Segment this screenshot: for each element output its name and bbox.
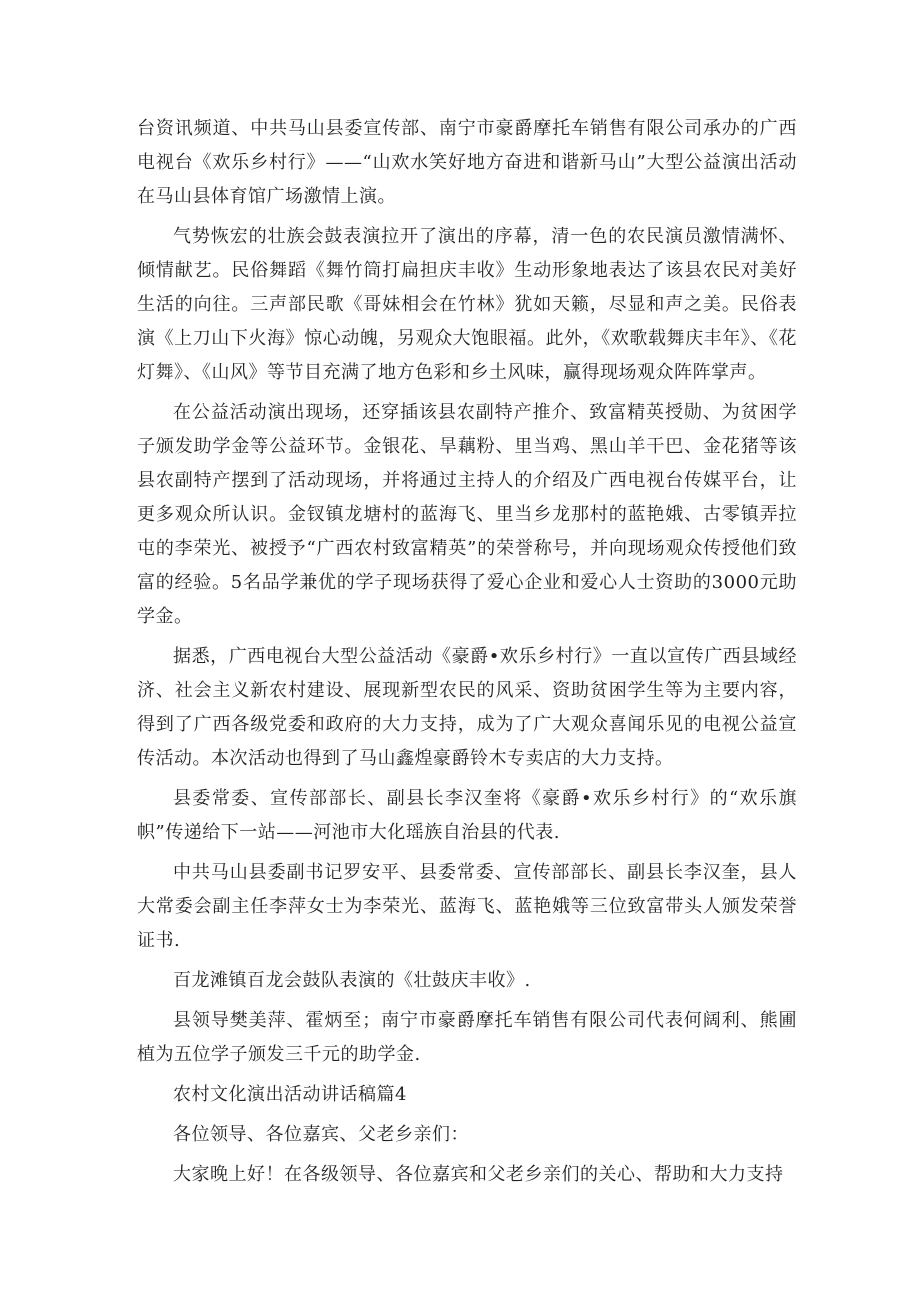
paragraph-drum-show: 百龙滩镇百龙会鼓队表演的《壮鼓庆丰收》. [173,970,531,991]
paragraph-charity: 在公益活动演出现场，还穿插该县农副特产推介、致富精英授勋、为贫困学子颁发助学金等公益环节。金银花、旱藕粉、里当鸡、黑山羊干巴、金花猪等该县农副特产摆到了活动现场，并将通过主持人的介绍及广西电视台传媒平台，让更多观众所认识。金钗镇龙塘村的蓝海飞、里当乡龙那村的蓝艳娥、古零镇弄拉屯的李荣光、被授予“广西农村致富精英”的荣誉称号，并向现场观众传授他们致富的经验。5名品学兼优的学子现场获得了爱心企业和爱心人士资助的3000元助学金。 [137,402,797,627]
paragraph-continuation: 台资讯频道、中共马山县委宣传部、南宁市豪爵摩托车销售有限公司承办的广西电视台《欢乐乡村行》——“山欢水笑好地方奋进和谐新马山”大型公益演出活动在马山县体育馆广场激情上演。 [137,118,797,207]
paragraph-scholarship: 县领导樊美萍、霍炳至；南宁市豪爵摩托车销售有限公司代表何阔利、熊圃植为五位学子颁发三千元的助学金. [137,1010,797,1065]
speech-opening: 大家晚上好！在各级领导、各位嘉宾和父老乡亲们的关心、帮助和大力支持 [173,1164,784,1185]
section-title: 农村文化演出活动讲话稿篇4 [173,1084,407,1105]
speech-greeting: 各位领导、各位嘉宾、父老乡亲们： [173,1124,469,1145]
paragraph-performance: 气势恢宏的壮族会鼓表演拉开了演出的序幕，清一色的农民演员激情满怀、倾情献艺。民俗舞蹈《舞竹筒打扁担庆丰收》生动形象地表达了该县农民对美好生活的向往。三声部民歌《哥妹相会在竹林》犹如天籁，尽显和声之美。民俗表演《上刀山下火海》惊心动魄，另观众大饱眼福。此外，《欢歌载舞庆丰年》、《花灯舞》、《山风》等节目充满了地方色彩和乡土风味，赢得现场观众阵阵掌声。 [137,226,797,383]
paragraph-flag-handover: 县委常委、宣传部部长、副县长李汉奎将《豪爵•欢乐乡村行》的“欢乐旗帜”传递给下一站——河池市大化瑶族自治县的代表. [137,788,797,843]
paragraph-certificates: 中共马山县委副书记罗安平、县委常委、宣传部部长、副县长李汉奎，县人大常委会副主任李萍女士为李荣光、蓝海飞、蓝艳娥等三位致富带头人颁发荣誉证书. [137,862,797,951]
paragraph-background: 据悉，广西电视台大型公益活动《豪爵•欢乐乡村行》一直以宣传广西县域经济、社会主义新农村建设、展现新型农民的风采、资助贫困学生等为主要内容，得到了广西各级党委和政府的大力支持，成为了广大观众喜闻乐见的电视公益宣传活动。本次活动也得到了马山鑫煌豪爵铃木专卖店的大力支持。 [137,646,797,769]
document-body [137,112,797,1198]
